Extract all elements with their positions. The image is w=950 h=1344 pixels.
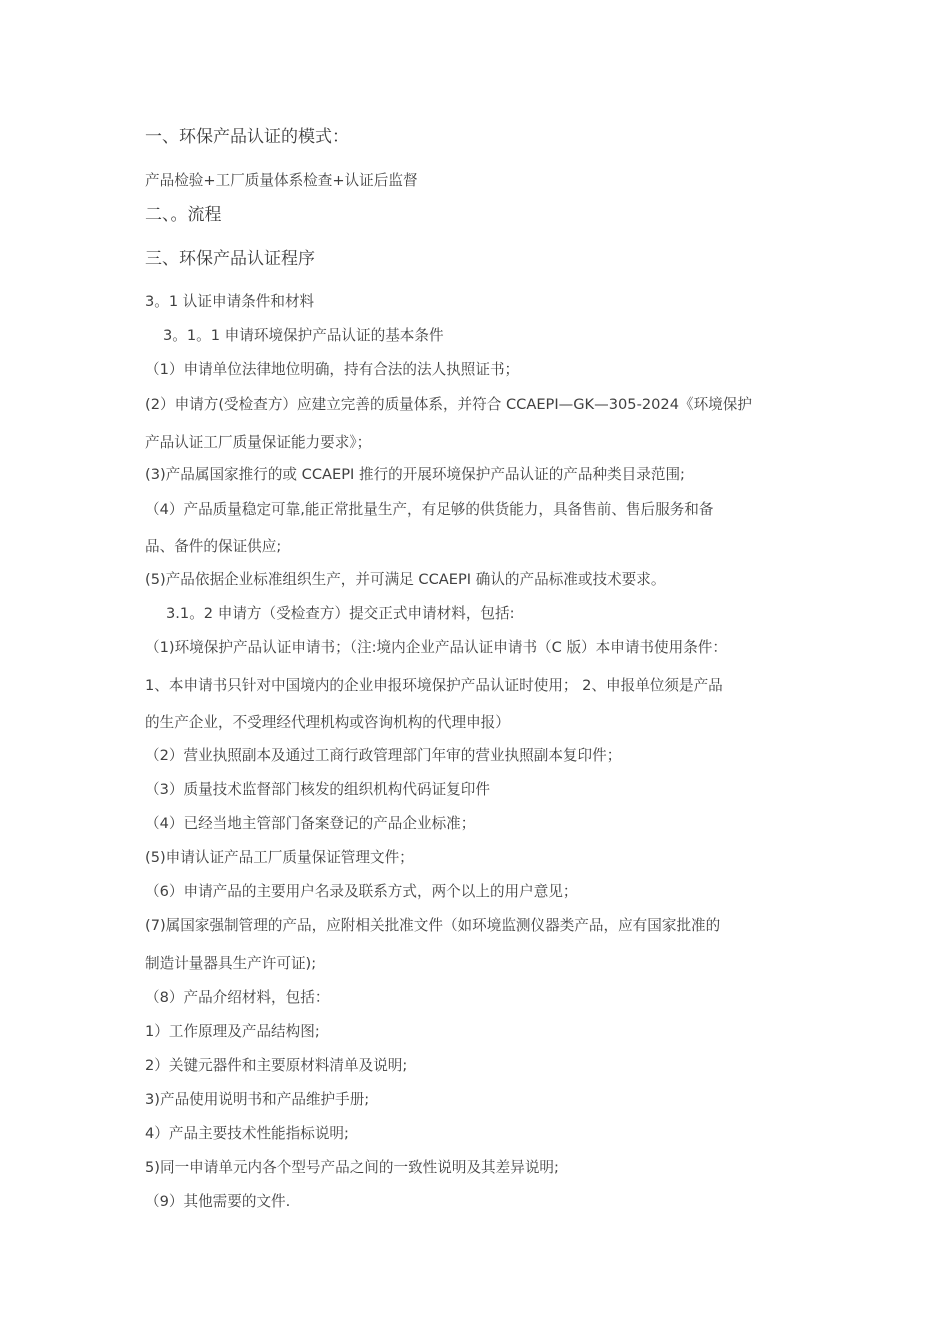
- mode-description: 产品检验+工厂质量体系检查+认证后监督: [145, 172, 418, 189]
- text-line: 1、本申请书只针对中国境内的企业申报环境保护产品认证时使用； 2、申报单位须是产品: [145, 677, 723, 694]
- section-3-1-1-title: 3。1。1 申请环境保护产品认证的基本条件: [163, 327, 444, 344]
- text-line: （4）已经当地主管部门备案登记的产品企业标准；: [145, 815, 476, 832]
- text-line: (7)属国家强制管理的产品，应附相关批准文件（如环境监测仪器类产品，应有国家批准的: [145, 917, 721, 934]
- text-line: （2）营业执照副本及通过工商行政管理部门年审的营业执照副本复印件；: [145, 747, 622, 764]
- text-line: （4）产品质量稳定可靠,能正常批量生产，有足够的供货能力，具备售前、售后服务和备: [145, 501, 714, 518]
- text-line: 4）产品主要技术性能指标说明;: [145, 1125, 349, 1142]
- text-line: 1）工作原理及产品结构图;: [145, 1023, 320, 1040]
- heading-certification-mode: 一、环保产品认证的模式：: [145, 127, 349, 147]
- text-line: 5)同一申请单元内各个型号产品之间的一致性说明及其差异说明;: [145, 1159, 559, 1176]
- text-line: （3）质量技术监督部门核发的组织机构代码证复印件: [145, 781, 490, 798]
- text-line: （8）产品介绍材料，包括：: [145, 989, 330, 1006]
- text-line: 品、备件的保证供应;: [145, 538, 282, 555]
- text-line: （1）申请单位法律地位明确，持有合法的法人执照证书；: [145, 361, 520, 378]
- text-line: （6）申请产品的主要用户名录及联系方式，两个以上的用户意见；: [145, 883, 578, 900]
- text-line: （9）其他需要的文件.: [145, 1193, 291, 1210]
- heading-certification-procedure: 三、环保产品认证程序: [145, 249, 315, 269]
- text-line: (5)申请认证产品工厂质量保证管理文件；: [145, 849, 414, 866]
- text-line: （1)环境保护产品认证申请书；（注:境内企业产品认证申请书（C 版）本申请书使用条件：: [145, 639, 727, 656]
- text-line: (3)产品属国家推行的或 CCAEPI 推行的开展环境保护产品认证的产品种类目录范围;: [145, 466, 685, 483]
- text-line: 产品认证工厂质量保证能力要求》；: [145, 434, 372, 451]
- heading-process: 二、。流程: [145, 205, 222, 225]
- section-3-1-2-title: 3.1。2 申请方（受检查方）提交正式申请材料，包括:: [166, 605, 515, 622]
- text-line: (5)产品依据企业标准组织生产，并可满足 CCAEPI 确认的产品标准或技术要求。: [145, 571, 666, 588]
- section-3-1-title: 3。1 认证申请条件和材料: [145, 293, 315, 310]
- text-line: (2）申请方(受检查方）应建立完善的质量体系，并符合 CCAEPI—GK—305-2024《环境保护: [145, 396, 752, 413]
- text-line: 3)产品使用说明书和产品维护手册;: [145, 1091, 370, 1108]
- text-line: 的生产企业，不受理经代理机构或咨询机构的代理申报）: [145, 714, 510, 731]
- text-line: 制造计量器具生产许可证);: [145, 955, 317, 972]
- text-line: 2）关键元器件和主要原材料清单及说明;: [145, 1057, 408, 1074]
